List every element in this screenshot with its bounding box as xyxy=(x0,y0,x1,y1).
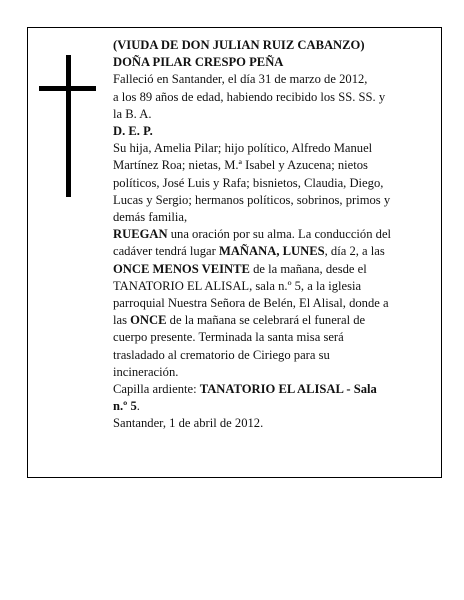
chapel-end: . xyxy=(136,399,140,414)
prayer-line-9: incineración. xyxy=(113,364,179,379)
prayer-line-1 xyxy=(113,226,431,243)
chapel-label: Capilla ardiente: xyxy=(113,382,200,397)
cross-icon xyxy=(66,55,71,197)
chapel-line-1 xyxy=(113,381,431,398)
prayer-text: las xyxy=(113,313,131,328)
once-word: ONCE xyxy=(130,313,167,328)
chapel-line-2 xyxy=(113,398,431,415)
prayer-text: de la mañana se celebrará el funeral de xyxy=(166,313,366,328)
prayer-text: de la mañana, desde el xyxy=(249,261,367,276)
prayer-text: cadáver tendrá lugar xyxy=(113,244,219,259)
separator: , xyxy=(276,244,283,259)
prayer-line-7: cuerpo presente. Terminada la santa misa será xyxy=(113,330,344,345)
obituary-text xyxy=(113,37,431,433)
rip-line: D. E. P. xyxy=(113,124,153,139)
prayer-line-5: parroquial Nuestra Señora de Belén, El Alisal, donde a xyxy=(113,296,389,311)
widow-of-line: (VIUDA DE DON JULIAN RUIZ CABANZO) xyxy=(113,38,365,52)
chapel-room: n.º 5 xyxy=(113,399,137,414)
family-line: demás familia, xyxy=(113,210,188,225)
family-line: políticos, José Luis y Rafa; bisnietos, Claudia, Diego, xyxy=(113,175,384,190)
prayer-line-2 xyxy=(113,243,431,260)
death-line-2: a los 89 años de edad, habiendo recibido los SS. SS. y xyxy=(113,89,386,104)
prayer-line-6 xyxy=(113,312,431,329)
death-line-1: Falleció en Santander, el día 31 de marzo de 2012, xyxy=(113,72,368,87)
cross-icon-bar xyxy=(39,86,96,91)
prayer-line-3 xyxy=(113,261,431,278)
family-line: Su hija, Amelia Pilar; hijo político, Alfredo Manuel xyxy=(113,141,373,156)
family-line: Martínez Roa; nietas, M.ª Isabel y Azucena; nietos xyxy=(113,158,368,173)
manana-word: MAÑANA xyxy=(218,244,277,259)
prayer-text: una oración por su alma. La conducción del xyxy=(167,227,392,242)
deceased-name: DOÑA PILAR CRESPO PEÑA xyxy=(113,55,284,70)
family-line: Lucas y Sergio; hermanos políticos, sobrinos, primos y xyxy=(113,192,391,207)
prayer-text: , día 2, a las xyxy=(324,244,385,259)
prayer-line-4: TANATORIO EL ALISAL, sala n.º 5, a la iglesia xyxy=(113,278,362,293)
lunes-word: LUNES xyxy=(282,244,325,259)
death-line-3: la B. A. xyxy=(113,106,152,121)
prayer-line-8: trasladado al crematorio de Ciriego para su xyxy=(113,347,330,362)
time-words: ONCE MENOS VEINTE xyxy=(113,261,250,276)
chapel-place: TANATORIO EL ALISAL - Sala xyxy=(199,382,377,397)
signoff-line: Santander, 1 de abril de 2012. xyxy=(113,416,264,431)
ruegan-word: RUEGAN xyxy=(113,227,168,242)
